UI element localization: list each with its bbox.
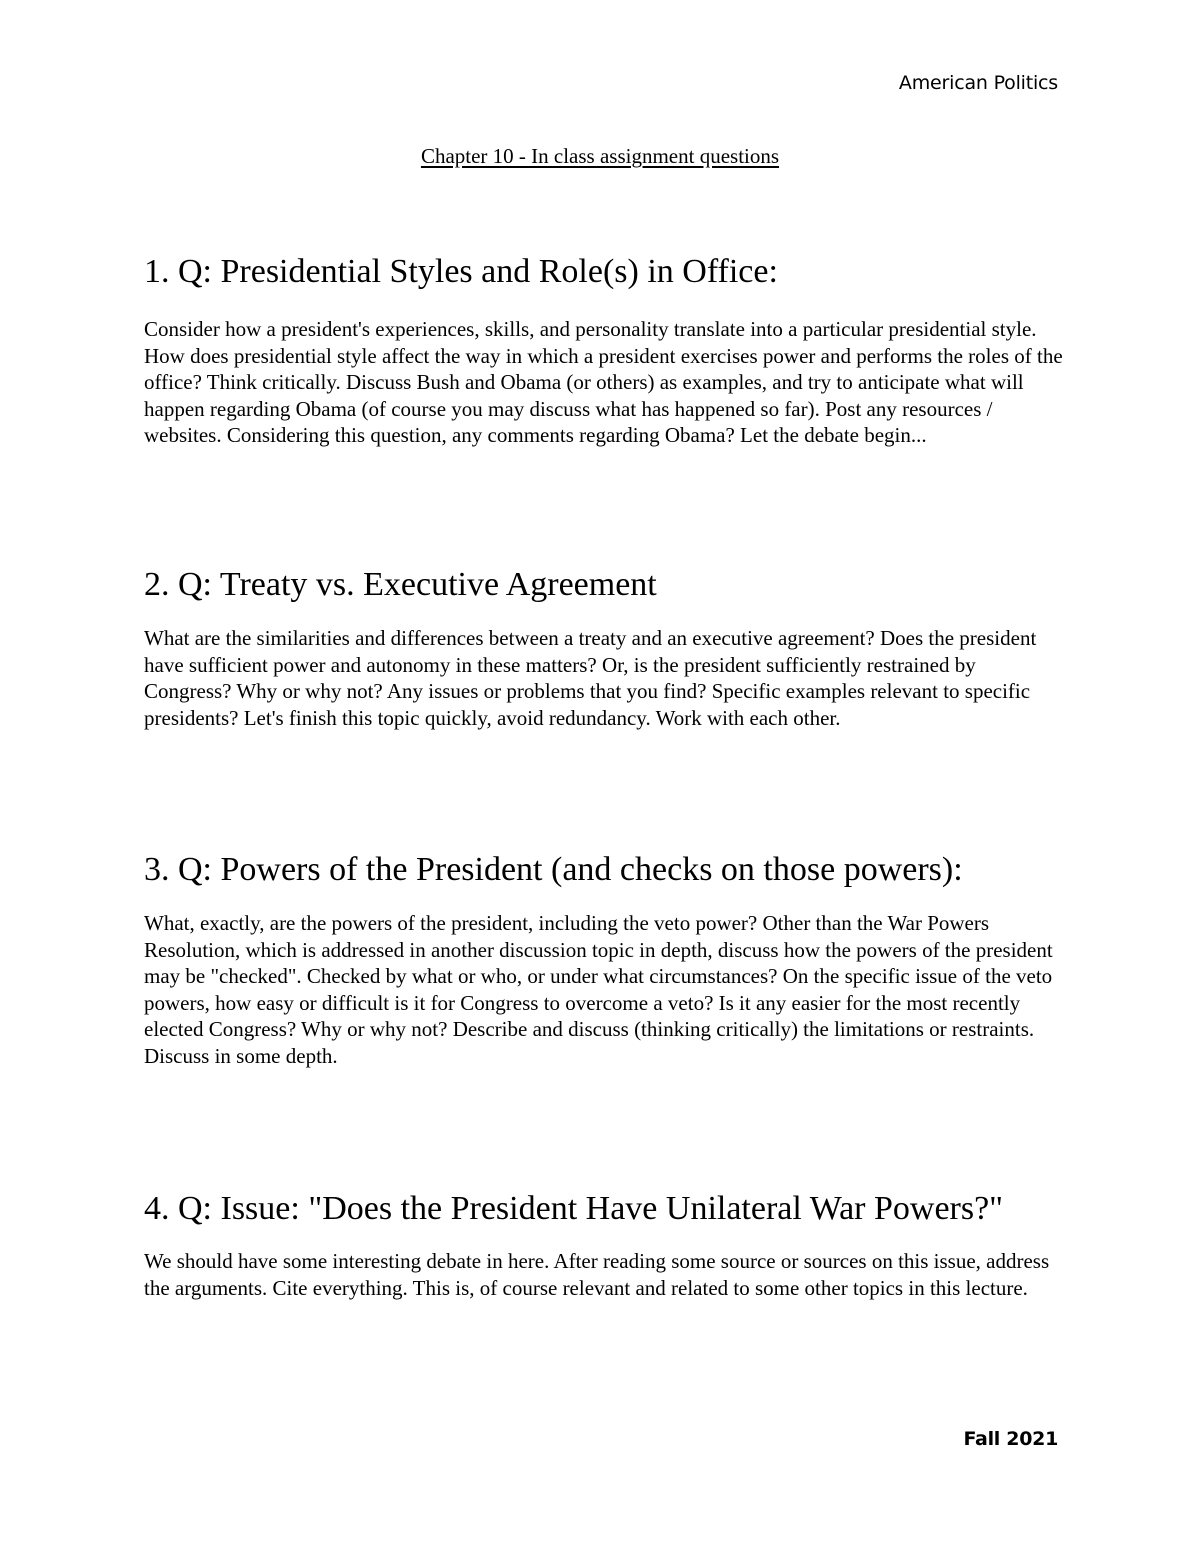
question-heading-1: 1. Q: Presidential Styles and Role(s) in Office: xyxy=(144,253,778,290)
question-body-4: We should have some interesting debate in here. After reading some source or sources on this issue, address the arguments. Cite everything. This is, of course relevant and related to some other topics in this lecture. xyxy=(144,1249,1050,1300)
document-title: Chapter 10 - In class assignment questions xyxy=(420,144,780,168)
question-body-2: What are the similarities and differences between a treaty and an executive agreement? Does the president have sufficient power and autonomy in these matters? Or, is the president sufficiently restrained by Congress? Why or why not? Any issues or problems that you find? Specific examples relevant to specific presidents? Let's finish this topic quickly, avoid redundancy. Work with each other. xyxy=(144,626,1037,730)
question-section-1 xyxy=(144,251,1064,449)
question-heading-2: 2. Q: Treaty vs. Executive Agreement xyxy=(144,566,657,603)
question-section-3 xyxy=(144,849,1064,1069)
question-body-1: Consider how a president's experiences, skills, and personality translate into a particular presidential style. How does presidential style affect the way in which a president exercises power and performs the roles of the office? Think critically. Discuss Bush and Obama (or others) as examples, and try to anticipate what will happen regarding Obama (of course you may discuss what has happened so far). Post any resources / websites. Considering this question, any comments regarding Obama? Let the debate begin... xyxy=(144,317,1063,447)
question-section-4 xyxy=(144,1188,1064,1301)
question-section-2 xyxy=(144,564,1064,731)
question-heading-3: 3. Q: Powers of the President (and checks on those powers): xyxy=(144,851,963,888)
term-footer: Fall 2021 xyxy=(963,1428,1058,1450)
course-header: American Politics xyxy=(898,72,1058,94)
question-body-3: What, exactly, are the powers of the president, including the veto power? Other than the War Powers Resolution, which is addressed in another discussion topic in depth, discuss how the powers of the president may be "checked". Checked by what or who, or under what circumstances? On the specific issue of the veto powers, how easy or difficult is it for Congress to overcome a veto? Is it any easier for the most recently elected Congress? Why or why not? Describe and discuss (thinking critically) the limitations or restraints. Discuss in some depth. xyxy=(144,911,1053,1068)
question-heading-4: 4. Q: Issue: "Does the President Have Unilateral War Powers?" xyxy=(144,1190,1004,1227)
